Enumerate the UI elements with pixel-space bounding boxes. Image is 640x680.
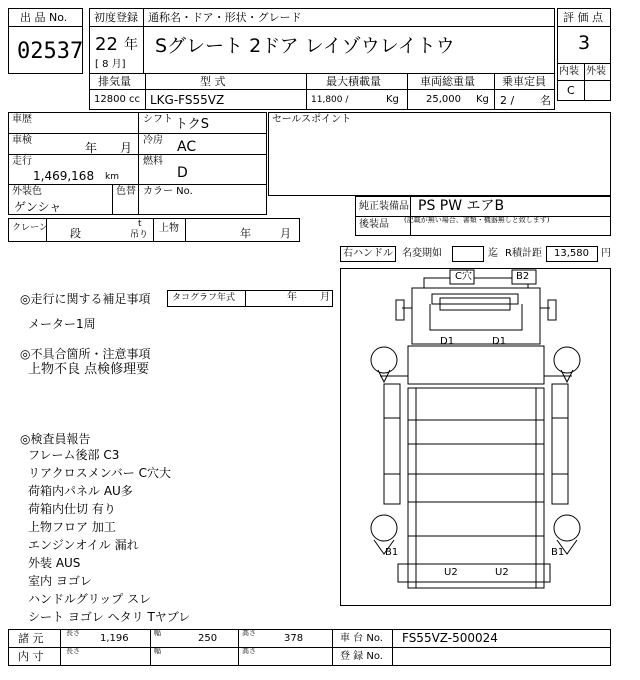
length-value: 1,196 [100, 633, 129, 644]
first-reg-month: [ 8 月] [95, 59, 126, 70]
first-reg-year: 22 [95, 34, 118, 55]
aftermarket-label: 後装品 [359, 219, 389, 230]
inspector-line: シート ヨゴレ ヘタリ Tヤブレ [28, 610, 191, 624]
reg-label: 登 録 No. [340, 651, 383, 662]
exterior-label: 外装 [586, 66, 606, 77]
inspector-line: フレーム後部 C3 [28, 448, 120, 462]
capacity-label: 乗車定員 [502, 75, 546, 88]
aircon-value: AC [177, 139, 197, 155]
inspection-label: 車検 [12, 135, 32, 146]
shaken-label: 迄 [488, 248, 498, 259]
inspector-line: 荷箱内パネル AU多 [28, 484, 133, 498]
r-meter-value: 13,580 [554, 248, 589, 259]
dims-row [8, 629, 611, 648]
left-mirror-shape [396, 300, 404, 320]
inspector-line: 荷箱内仕切 有り [28, 502, 116, 516]
right-handle: 右ハンドル [343, 248, 393, 259]
mark-u2-right: U2 [495, 567, 509, 578]
tacho-month: 月 [320, 292, 330, 303]
capacity-value: 2 / [500, 94, 515, 107]
rear-right-wheel-shape [554, 515, 580, 541]
rating-value: 3 [578, 32, 591, 54]
mark-u2-left: U2 [444, 567, 458, 578]
year-unit: 年 [124, 37, 138, 53]
chassis-value: FS55VZ-500024 [402, 631, 498, 645]
inspector-line: エンジンオイル 漏れ [28, 538, 139, 552]
name-change-box [452, 246, 484, 262]
mark-d1-right: D1 [492, 336, 507, 347]
inspector-title: ◎検査員報告 [20, 432, 91, 446]
interior-label: 内装 [559, 66, 579, 77]
body-year: 年 [240, 227, 251, 240]
width-label: 幅 [154, 629, 161, 637]
color-no-label: カラー No. [143, 186, 193, 197]
r-meter-unit: 円 [601, 248, 611, 259]
crane-row [8, 218, 300, 242]
interior-grade: C [567, 84, 575, 97]
inner-width-label: 幅 [154, 647, 161, 655]
front-left-wheel-shape [371, 347, 397, 373]
width-value: 250 [198, 633, 218, 644]
gross-weight-kg: Kg [476, 94, 489, 105]
mark-c-hole: C穴 [455, 271, 472, 282]
exterior-grade-cell [584, 80, 611, 101]
equipment-label: 純正装備品 [359, 201, 409, 212]
fuel-value: D [177, 165, 188, 181]
inspector-line: 室内 ヨゴレ [28, 574, 92, 588]
aircon-label: 冷房 [143, 135, 163, 146]
equipment-value: PS PW エアB [418, 198, 505, 214]
dims-label: 諸 元 [18, 632, 44, 645]
mileage-value: 1,469,168 [33, 169, 95, 183]
cab-top-shape [430, 304, 522, 330]
mark-b1-left: B1 [385, 547, 399, 558]
name-change-label: 名変期如 [402, 248, 442, 259]
supplement-title: ◎走行に関する補足事項 [20, 292, 151, 306]
inspector-line: 外装 AUS [28, 556, 81, 570]
model-name: Sグレート 2ドア レイゾウレイトウ [155, 35, 455, 57]
mark-d1-left: D1 [440, 336, 455, 347]
ext-color-label: 外装色 [12, 186, 42, 197]
model-code-label: 型 式 [200, 75, 226, 88]
cab-outline-shape [412, 288, 540, 344]
truck-diagram [340, 268, 611, 606]
inspector-line: ハンドルグリップ スレ [28, 592, 152, 606]
inner-height-label: 高さ [242, 647, 256, 655]
crane-t: t [138, 219, 142, 229]
cargo-box-shape [408, 388, 544, 588]
length-label: 長さ [66, 629, 80, 637]
defects-text: 上物不良 点検修理要 [28, 362, 150, 377]
crane-tsuri: 吊り [130, 230, 149, 240]
rear-bumper-shape [398, 564, 550, 582]
color-change-label: 色替 [116, 186, 136, 197]
cab-floor-shape [408, 346, 544, 384]
inner-length-label: 長さ [66, 647, 80, 655]
chassis-label: 車 台 No. [340, 633, 383, 644]
supplement-text: メーター1周 [28, 317, 96, 331]
gross-weight-label: 車両総重量 [420, 75, 475, 88]
max-load-value: 11,800 / [311, 95, 349, 105]
first-reg-label: 初度登録 [94, 11, 138, 24]
right-side-panel-shape [552, 384, 568, 504]
body-month: 月 [280, 227, 291, 240]
rating-label: 評 価 点 [563, 11, 603, 24]
inner-dims-row [8, 647, 611, 666]
inspector-line: リアクロスメンバー C穴大 [28, 466, 171, 480]
inner-label: 内 寸 [18, 650, 44, 663]
max-load-label: 最大積載量 [326, 75, 381, 88]
left-side-panel-shape [384, 384, 400, 504]
shift-label: シフト [143, 114, 173, 125]
shift-value: トクS [175, 117, 209, 132]
displacement-value: 12800 cc [94, 94, 140, 105]
ext-color-value: ゲンシャ [14, 200, 62, 214]
fuel-label: 燃料 [143, 156, 163, 167]
aftermarket-note: (記載が無い場合、書類・機器無しと致します) [404, 216, 550, 224]
capacity-unit: 名 [540, 94, 551, 107]
height-value: 378 [284, 633, 304, 644]
history-label: 車歴 [12, 114, 32, 125]
mileage-label: 走行 [12, 156, 32, 167]
rear-left-wheel-shape [371, 515, 397, 541]
tacho-year: 年 [287, 292, 297, 303]
windshield-shape [432, 294, 518, 304]
r-meter-label: R積計距 [505, 248, 542, 259]
height-label: 高さ [242, 629, 256, 637]
sales-point-label: セールスポイント [272, 114, 352, 125]
displacement-label: 排気量 [98, 75, 131, 88]
body-label: 上物 [159, 223, 179, 234]
model-code: LKG-FS55VZ [150, 93, 225, 107]
right-mirror-shape [548, 300, 556, 320]
gross-weight-value: 25,000 [426, 94, 461, 105]
inspection-month: 月 [120, 141, 133, 155]
lot-number: 02537 [17, 39, 84, 64]
tachograph-label: タコグラフ年式 [172, 293, 236, 303]
crane-label: クレーン [12, 223, 48, 233]
inspector-line: 上物フロア 加工 [28, 520, 116, 534]
inspection-year: 年 [85, 141, 98, 155]
front-right-wheel-shape [554, 347, 580, 373]
crane-dan: 段 [70, 227, 81, 240]
spec-label-row [89, 73, 555, 90]
lot-label: 出 品 No. [20, 11, 68, 24]
mark-b1-right: B1 [551, 547, 565, 558]
model-desc-label: 通称名・ドア・形状・グレード [148, 11, 302, 24]
mark-b2: B2 [516, 271, 530, 282]
defects-title: ◎不具合箇所・注意事項 [20, 347, 151, 361]
max-load-kg: Kg [386, 94, 399, 105]
mileage-unit: km [105, 172, 119, 182]
